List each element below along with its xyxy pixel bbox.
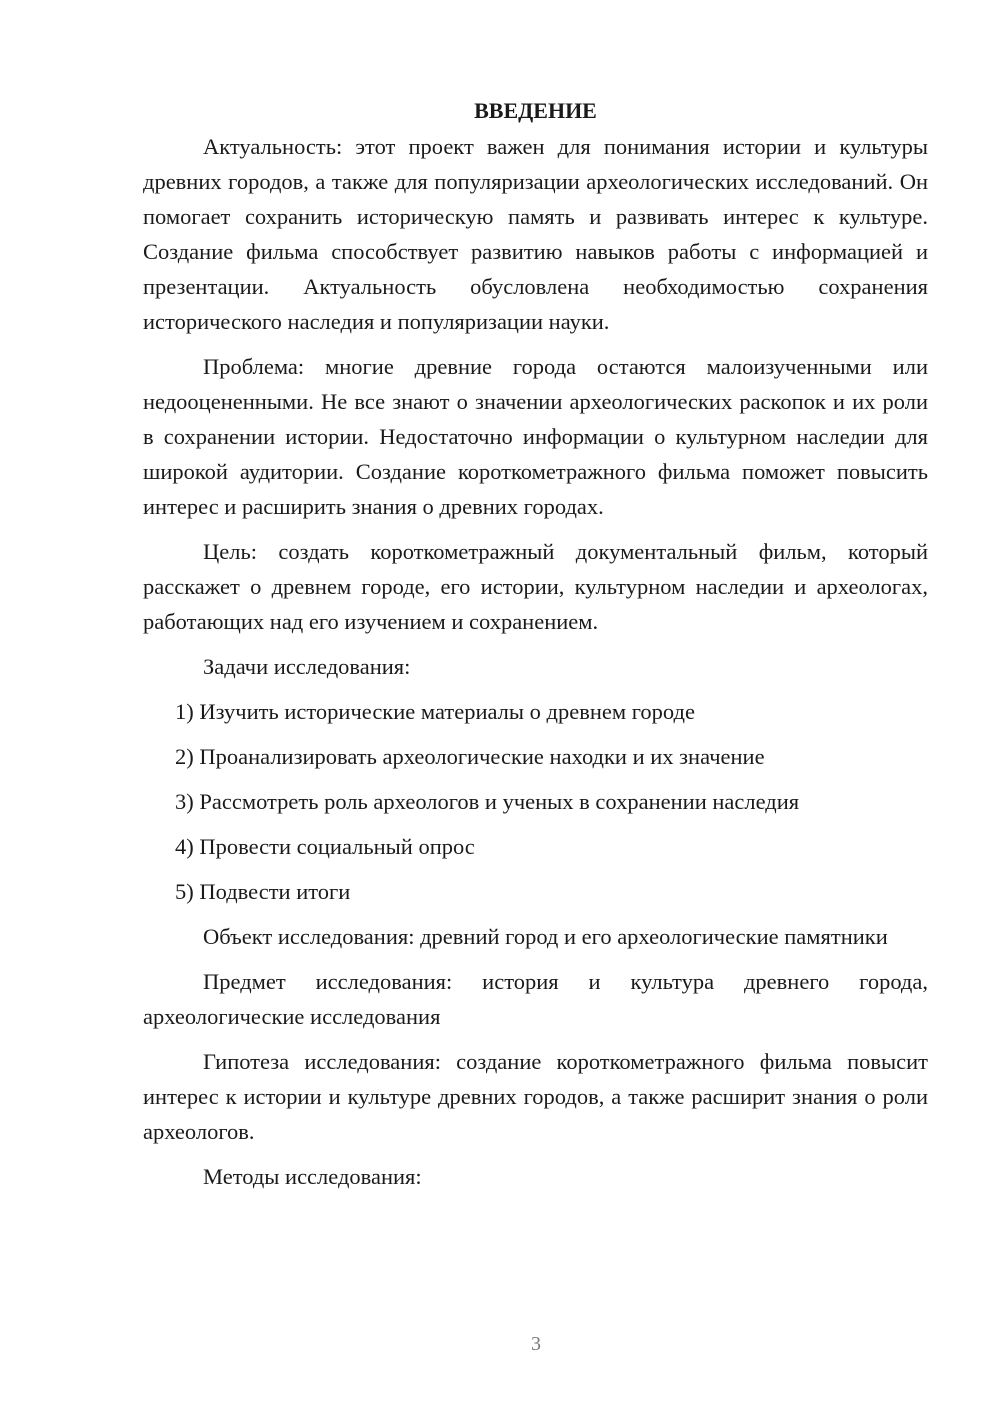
page-title: ВВЕДЕНИЕ bbox=[474, 98, 597, 123]
object-paragraph: Объект исследования: древний город и его археологические памятники bbox=[203, 924, 888, 949]
tasks-title: Задачи исследования: bbox=[203, 654, 411, 679]
list-item: 3) Рассмотреть роль археологов и ученых в сохранении наследия bbox=[175, 789, 800, 814]
list-item: 5) Подвести итоги bbox=[175, 879, 351, 904]
list-item: 2) Проанализировать археологические находки и их значение bbox=[175, 744, 765, 769]
list-item: 4) Провести социальный опрос bbox=[175, 834, 475, 859]
goal-paragraph: Цель: создать короткометражный документальный фильм, который расскажет о древнем городе, его истории, культурном наследии и археологах, работающих над его изучением и сохранением. bbox=[143, 539, 928, 634]
subject-paragraph: Предмет исследования: история и культура древнего города, археологические исследования bbox=[143, 969, 928, 1029]
relevance-paragraph: Актуальность: этот проект важен для понимания истории и культуры древних городов, а также для популяризации археологических исследований. Он помогает сохранить историческую память и развивать интерес к культуре. Создание фильма способствует развитию навыков работы с информацией и презентации. Актуальность обусловлена необходимостью сохранения исторического наследия и популяризации науки. bbox=[143, 134, 928, 334]
problem-paragraph: Проблема: многие древние города остаются малоизученными или недооцененными. Не все знают о значении археологических раскопок и их роли в сохранении истории. Недостаточно информации о культурном наследии для широкой аудитории. Создание короткометражного фильма поможет повысить интерес и расширить знания о древних городах. bbox=[143, 354, 928, 519]
hypothesis-paragraph: Гипотеза исследования: создание короткометражного фильма повысит интерес к истории и культуре древних городов, а также расширит знания о роли археологов. bbox=[143, 1049, 928, 1144]
tasks-list bbox=[143, 694, 928, 909]
list-item: 1) Изучить исторические материалы о древнем городе bbox=[175, 699, 695, 724]
page-number: 3 bbox=[531, 1333, 541, 1355]
page-body bbox=[143, 94, 928, 1204]
methods-title: Методы исследования: bbox=[203, 1164, 422, 1189]
